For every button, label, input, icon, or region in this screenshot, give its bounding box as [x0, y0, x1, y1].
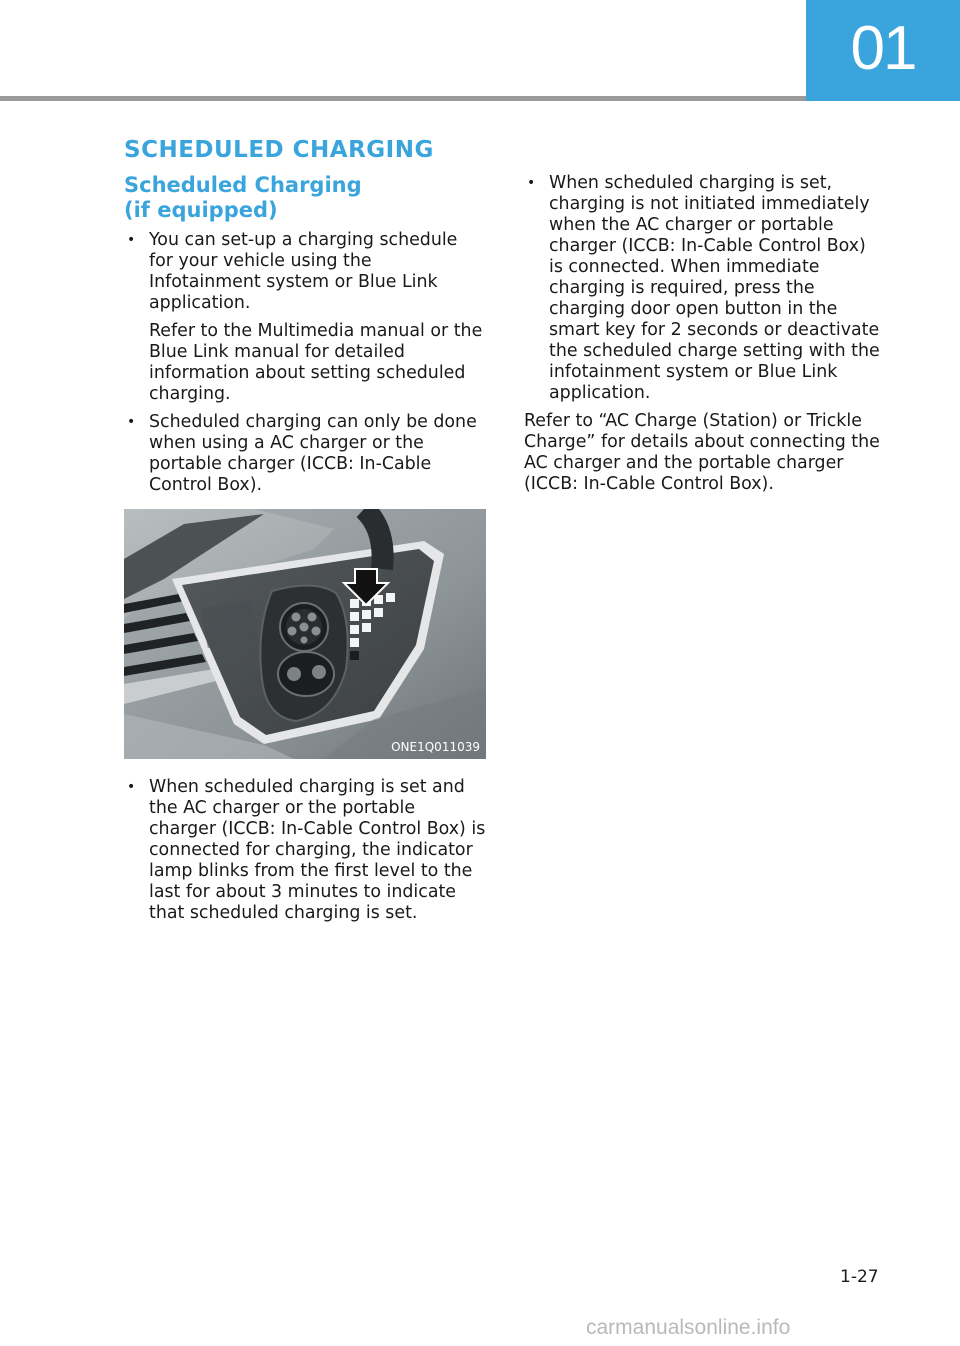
- reference-paragraph: Refer to “AC Charge (Station) or Trickle Charge” for details about connecting the AC charger and the portable charger (ICCB: In-Cable Control Box).: [524, 411, 880, 494]
- charging-port-figure: [124, 509, 486, 759]
- list-item-text: When scheduled charging is set, charging is not initiated immediately when the AC charger or portable charger (ICCB: In-Cable Control Box) is connected. When immediate charging is required, press the charging door open button in the smart key for 2 seconds or deactivate the scheduled charge setting with the infotainment system or Blue Link application.: [549, 173, 880, 403]
- bullet-icon: •: [527, 175, 536, 191]
- sub-heading-line2: (if equipped): [124, 198, 278, 222]
- charging-port-illustration: [124, 509, 486, 759]
- list-item-text: Scheduled charging can only be done when using a AC charger or the portable charger (ICCB: In-Cable Control Box).: [149, 412, 477, 495]
- bullet-list: [124, 230, 486, 496]
- list-item: [124, 777, 486, 924]
- left-column: [124, 173, 486, 931]
- list-item-text: You can set-up a charging schedule for your vehicle using the Infotainment system or Blue Link application.: [149, 230, 458, 313]
- bullet-list: [524, 173, 880, 404]
- list-item-text: When scheduled charging is set and the AC charger or the portable charger (ICCB: In-Cable Control Box) is connected for charging, the indicator lamp blinks from the first level to the last for about 3 minutes to indicate that scheduled charging is set.: [149, 777, 486, 923]
- section-title: SCHEDULED CHARGING: [124, 137, 434, 163]
- page-number: 1-27: [840, 1267, 879, 1287]
- list-item: [524, 173, 880, 404]
- watermark: carmanualsonline.info: [586, 1316, 791, 1339]
- bullet-icon: •: [127, 414, 136, 430]
- sub-heading-line1: Scheduled Charging: [124, 173, 362, 197]
- list-item-note: Refer to the Multimedia manual or the Blue Link manual for detailed information about setting scheduled charging.: [149, 321, 483, 404]
- bullet-icon: •: [127, 232, 136, 248]
- list-item: [124, 230, 486, 405]
- bullet-list: [124, 777, 486, 924]
- right-column: [524, 173, 880, 495]
- list-item: [124, 412, 486, 496]
- header-rule: [0, 96, 806, 101]
- sub-heading: [124, 173, 486, 223]
- figure-code: ONE1Q011039: [391, 740, 480, 754]
- bullet-icon: •: [127, 779, 136, 795]
- chapter-number-tab: 01: [806, 0, 960, 101]
